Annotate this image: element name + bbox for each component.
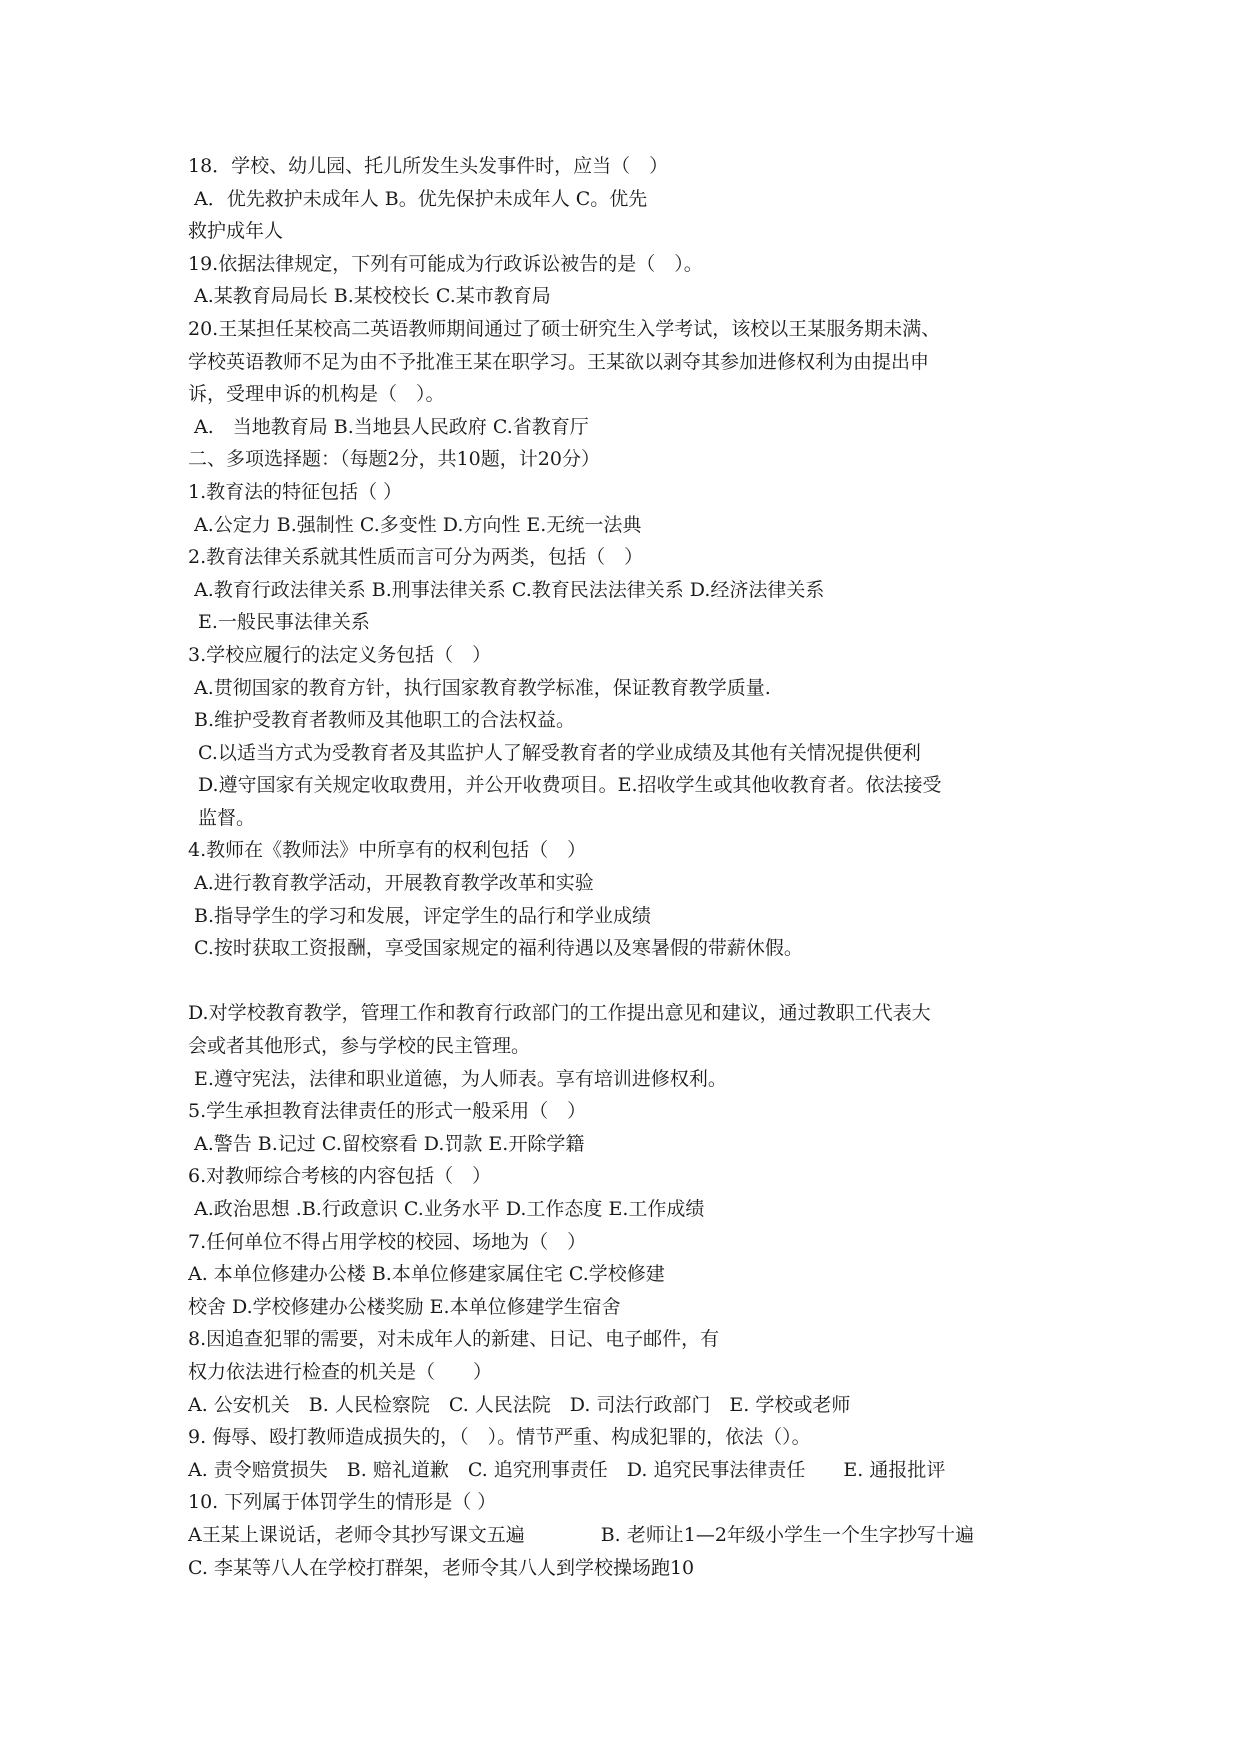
- mc-question-8-options: A. 公安机关 B. 人民检察院 C. 人民法院 D. 司法行政部门 E. 学校或老师: [188, 1393, 851, 1416]
- question-19-options: A.某教育局局长 B.某校校长 C.某市教育局: [194, 285, 551, 308]
- mc-question-7: 7.任何单位不得占用学校的校园、场地为（ ）: [188, 1230, 587, 1253]
- mc-question-8-cont: 权力依法进行检查的机关是（ ）: [188, 1360, 493, 1383]
- mc-question-2-options-cont: E.一般民事法律关系: [198, 611, 370, 634]
- mc-question-4-option-b: B.指导学生的学习和发展，评定学生的品行和学业成绩: [194, 904, 652, 927]
- mc-question-3-option-c: C.以适当方式为受教育者及其监护人了解受教育者的学业成绩及其他有关情况提供便利: [198, 741, 921, 764]
- mc-question-4: 4.教师在《教师法》中所享有的权利包括（ ）: [188, 839, 587, 862]
- question-18: 18．学校、幼儿园、托儿所发生头发事件时，应当（ ）: [188, 155, 669, 177]
- question-18-options: A．优先救护未成年人 B。优先保护未成年人 C。优先: [194, 187, 648, 210]
- mc-question-8: 8.因追查犯罪的需要，对未成年人的新建、日记、电子邮件，有: [188, 1328, 720, 1351]
- mc-question-7-options: A. 本单位修建办公楼 B.本单位修建家属住宅 C.学校修建: [188, 1263, 665, 1286]
- mc-question-7-options-cont: 校舍 D.学校修建办公楼奖励 E.本单位修建学生宿舍: [188, 1295, 621, 1318]
- mc-question-10-option-c: C. 李某等八人在学校打群架，老师令其八人到学校操场跑10: [188, 1556, 695, 1579]
- mc-question-6: 6.对教师综合考核的内容包括（ ）: [188, 1165, 492, 1188]
- mc-question-4-option-c: C.按时获取工资报酬，享受国家规定的福利待遇以及寒暑假的带薪休假。: [194, 937, 803, 960]
- mc-question-3-option-a: A.贯彻国家的教育方针，执行国家教育教学标准，保证教育教学质量.: [194, 676, 771, 699]
- question-20: 20.王某担任某校高二英语教师期间通过了硕士研究生入学考试，该校以王某服务期未满、: [188, 317, 941, 340]
- mc-question-3-option-d-cont: 监督。: [198, 806, 256, 829]
- mc-question-9-options: A. 责令赔赏损失 B. 赔礼道歉 C. 追究刑事责任 D. 追究民事法律责任 E. 通报批评: [188, 1458, 946, 1481]
- mc-question-10: 10. 下列属于体罚学生的情形是（ ）: [188, 1491, 497, 1514]
- section-heading-multiple-choice: 二、多项选择题：（每题2分，共10题，计20分）: [188, 448, 600, 471]
- mc-question-4-option-a: A.进行教育教学活动，开展教育教学改革和实验: [194, 872, 594, 895]
- mc-question-2: 2.教育法律关系就其性质而言可分为两类，包括（ ）: [188, 546, 644, 569]
- mc-question-3: 3.学校应履行的法定义务包括（ ）: [188, 643, 492, 666]
- document-body: [188, 150, 1078, 1584]
- blank-line: [188, 965, 1078, 998]
- mc-question-1: 1.教育法的特征包括（ ）: [188, 480, 403, 503]
- question-18-options-cont: 救护成年人: [188, 220, 284, 243]
- question-20-cont-1: 学校英语教师不足为由不予批准王某在职学习。王某欲以剥夺其参加进修权利为由提出申: [188, 350, 930, 373]
- mc-question-2-options: A.教育行政法律关系 B.刑事法律关系 C.教育民法法律关系 D.经济法律关系: [194, 578, 825, 601]
- question-20-options: A. 当地教育局 B.当地县人民政府 C.省教育厅: [194, 415, 589, 438]
- mc-question-3-option-d: D.遵守国家有关规定收取费用，并公开收费项目。E.招收学生或其他收教育者。依法接受: [198, 774, 942, 797]
- mc-question-1-options: A.公定力 B.强制性 C.多变性 D.方向性 E.无统一法典: [194, 513, 642, 536]
- mc-question-4-option-d: D.对学校教育教学，管理工作和教育行政部门的工作提出意见和建议，通过教职工代表大: [188, 1002, 931, 1025]
- mc-question-4-option-e: E.遵守宪法，法律和职业道德，为人师表。享有培训进修权利。: [194, 1067, 727, 1090]
- question-20-cont-2: 诉，受理申诉的机构是（ ）。: [188, 383, 445, 406]
- mc-question-5: 5.学生承担教育法律责任的形式一般采用（ ）: [188, 1100, 587, 1123]
- mc-question-10-options-ab: A王某上课说话，老师令其抄写课文五遍 B. 老师让1—2年级小学生一个生字抄写十遍: [188, 1523, 974, 1546]
- mc-question-4-option-d-cont: 会或者其他形式，参与学校的民主管理。: [188, 1035, 531, 1058]
- question-19: 19.依据法律规定，下列有可能成为行政诉讼被告的是（ ）。: [188, 252, 703, 275]
- mc-question-6-options: A.政治思想 .B.行政意识 C.业务水平 D.工作态度 E.工作成绩: [194, 1198, 705, 1220]
- mc-question-9: 9. 侮辱、殴打教师造成损失的，（ ）。情节严重、构成犯罪的，依法（）。: [188, 1426, 811, 1449]
- mc-question-3-option-b: B.维护受教育者教师及其他职工的合法权益。: [194, 709, 576, 732]
- mc-question-5-options: A.警告 B.记过 C.留校察看 D.罚款 E.开除学籍: [194, 1132, 585, 1155]
